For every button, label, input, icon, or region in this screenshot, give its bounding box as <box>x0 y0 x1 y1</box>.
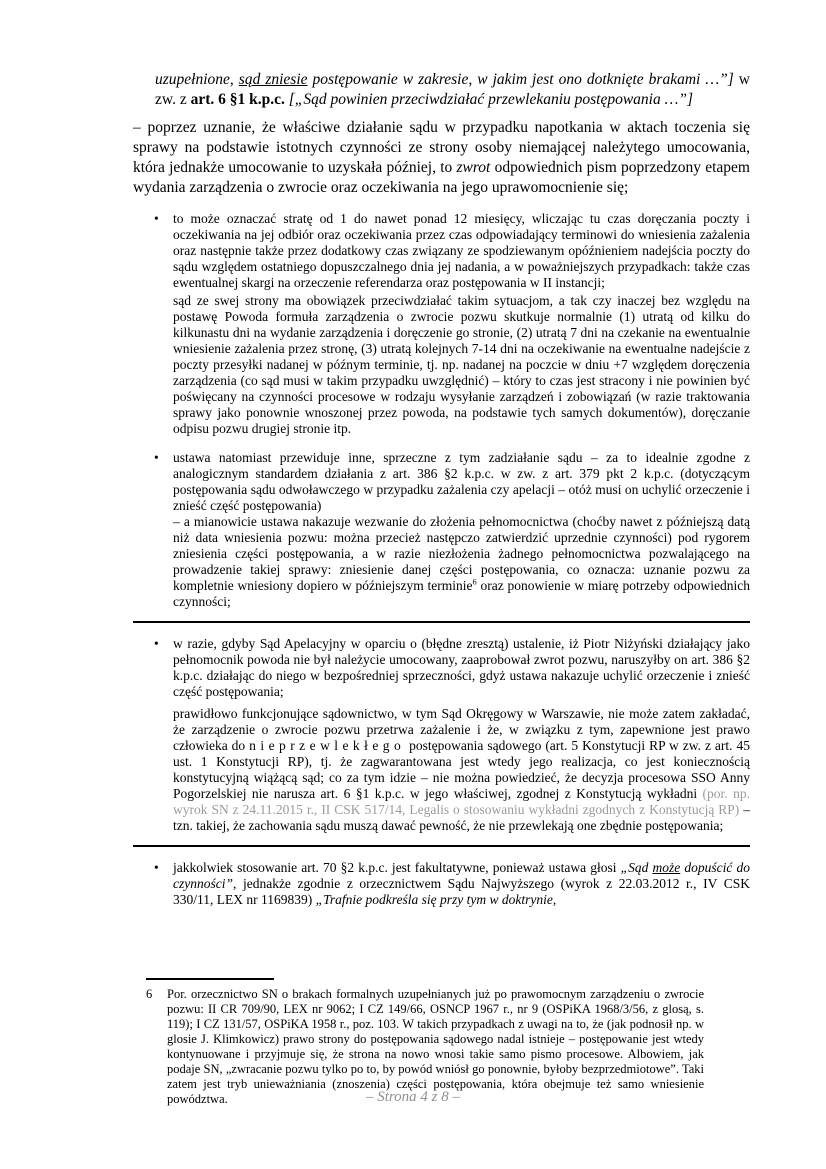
bullet-paragraph: – a mianowicie ustawa nakazuje wezwanie do złożenia pełnomocnictwa (choćby nawet z późniejszą datą niż data wniesienia pozwu: można przecież następczo zatwierdzić uprzednie czynności) pod rygorem zniesienia części postępowania, a w razie niezłożenia żadnego pełnomocnictwa pozwalającego na prowadzenie takiej sprawy: zniesienie danej części postępowania, co oznacza: uznanie pozwu za kompletnie wniesiony dopiero w późniejszym terminie$^6$ oraz ponowienie w miarę potrzeby odpowiednich czynności; <box>173 514 750 609</box>
bullet-marker: • <box>154 636 159 651</box>
bullet-marker: • <box>154 860 159 875</box>
page-number: – Strona 4 z 8 – <box>365 1089 461 1105</box>
section-divider-bottom <box>133 845 750 847</box>
bullet-item-statute <box>133 450 750 610</box>
bullet-paragraph: prawidłowo funkcjonujące sądownictwo, w tym Sąd Okręgowy w Warszawie, nie może zatem zakładać, że zarządzenie o zwrocie pozwu przetrwa zażalenie i że, w związku z tym, zapewnione jest prawo człowieka do nieprzewlekłego postępowania sądowego (art. 5 Konstytucji RP w zw. z art. 45 ust. 1 Konstytucji RP), tj. że zagwarantowana jest wtedy jego realizacja, co jest koniecznością konstytucyjną wiążącą sąd; co za tym idzie – nie można powiedzieć, że decyzja procesowa SSO Anny Pogorzelskiej nie narusza art. 6 §1 k.p.c. w jego właściwej, zgodnej z Konstytucją wykładni (por. np. wyrok SN z 24.11.2015 r., II CSK 517/14, Legalis o stosowaniu wykładni zgodnych z Konstytucją RP) – tzn. takiej, że zachowania sądu muszą dawać pewność, że nie przewlekają one zbędnie postępowania; <box>173 706 751 833</box>
bullet-item-art70 <box>133 860 750 908</box>
bullet-list <box>133 211 750 908</box>
bullet-item-delay <box>133 211 750 437</box>
bullet-marker: • <box>154 211 159 226</box>
footnote-area <box>73 978 765 1107</box>
bullet-paragraph: jakkolwiek stosowanie art. 70 §2 k.p.c. jest fakultatywne, ponieważ ustawa głosi „Sąd może dopuścić do czynności”, jednakże zgodnie z orzecznictwem Sądu Najwyższego (wyrok z 22.03.2012 r., IV CSK 330/11, LEX nr 1169839) „Trafnie podkreśla się przy tym w doktrynie, <box>173 860 750 907</box>
dash-paragraph: – poprzez uznanie, że właściwe działanie sądu w przypadku napotkania w aktach toczenia się sprawy na podstawie istotnych czynności ze strony osoby niemającej należytego umocowania, która jednakże umocowanie to uzyskała później, to zwrot odpowiednich pism poprzedzony etapem wydania zarządzenia o zwrocie oraz oczekiwania na jego uprawomocnienie się; <box>133 119 750 196</box>
footnote-number: 6 <box>146 987 153 1001</box>
bullet-body <box>173 860 750 908</box>
bullet-item-appeal-court <box>133 636 750 834</box>
footnote-text: Por. orzecznictwo SN o brakach formalnych uzupełnianych już po prawomocnym zarządzeniu o zwrocie pozwu: II CR 709/90, LEX nr 9062; I CZ 149/66, OSNCP 1967 r., nr 9 (OSPiKA 1968/3/56, z glosą, s. 119); I CZ 131/57, OSPiKA 1958 r., poz. 103. W takich przypadkach z uwagi na to, że (jak podnosił np. w glosie J. Klimkowicz) prawo strony do postępowania sądowego nadal istnieje – postępowanie jest wtedy kontynuowane i przyjmuje się, że strona na nowo wnosi takie samo pismo procesowe. Albowiem, jak podaje SN, „zwracanie pozwu tylko po to, by powód wniósł go ponownie, byłoby bezprzedmiotowe”. Taki zatem jest tryb unieważniania (znoszenia) części postępowania, która obejmuje też samo wniesienie powództwa. <box>167 987 704 1106</box>
bullet-paragraph: sąd ze swej strony ma obowiązek przeciwdziałać takim sytuacjom, a tak czy inaczej bez względu na postawę Powoda formuła zarządzenia o zwrocie pozwu skutkuje normalnie (1) utratą od kilku do kilkunastu dni na wydanie zarządzenia i doręczenie go stronie, (2) utratą 7 dni na czekanie na ewentualnie wniesienie zażalenia przez stronę, (3) utratą kolejnych 7-14 dni na oczekiwanie na ewentualne nadejście z poczty przesyłki nadanej w późnym terminie, tj. np. nadanej na poczcie w dniu +7 względem doręczenia zarządzenia (co sąd musi w takim przypadku uwzględnić) – który to czas jest stracony i nie powinien być poświęcany na czynności procesowe w rodzaju wysyłanie zarządzeń i zobowiązań (w razie traktowania sprawy jako ponownie wnoszonej przez powoda, na podstawie tych samych dokumentów), doręczanie odpisu pozwu drugiej stronie itp. <box>173 293 750 436</box>
page-content <box>133 70 750 908</box>
bullet-paragraph: ustawa natomiast przewiduje inne, sprzeczne z tym zadziałanie sądu – za to idealnie zgodne z analogicznym standardem działania z art. 386 §2 k.p.c. w zw. z art. 379 pkt 2 k.p.c. (dotyczącym postępowania sądu odwoławczego w przypadku zażalenia czy apelacji – otóż musi on uchylić orzeczenie i znieść część postępowania) <box>173 450 750 513</box>
bullet-marker: • <box>154 450 159 465</box>
bullet-body <box>173 211 750 437</box>
bullet-paragraph: to może oznaczać stratę od 1 do nawet ponad 12 miesięcy, wliczając tu czas doręczania poczty i oczekiwania na jej odbiór oraz oczekiwania przez czas odpowiadający terminowi do wniesienia zażalenia oraz następnie także przez dodatkowy czas związany ze spodziewanym opóźnieniem nadejścia poczty do sądu względem ostatniego dopuszczalnego dnia jej nadania, a w poważniejszych przypadkach: także czas ewentualnej skargi na orzeczenie referendarza oraz postępowania w II instancji; <box>173 211 750 290</box>
quote-continuation-paragraph: uzupełnione, sąd zniesie postępowanie w zakresie, w jakim jest ono dotknięte brakami …”] w zw. z art. 6 §1 k.p.c. [„Sąd powinien przeciwdziałać przewlekaniu postępowania …”] <box>155 71 751 108</box>
bullet-body <box>173 636 750 834</box>
section-divider-top <box>133 621 750 623</box>
bullet-paragraph: w razie, gdyby Sąd Apelacyjny w oparciu o (błędne zresztą) ustalenie, iż Piotr Niżyński działający jako pełnomocnik powoda nie był należycie umocowany, zaaprobował zwrot pozwu, naruszyłby on art. 386 §2 k.p.c. działając do niego w bezpośredniej sprzeczności, gdyż ustawa nakazuje uchylić orzeczenie i znieść część postępowania; <box>173 636 750 699</box>
footnote-separator <box>146 978 274 980</box>
bullet-body <box>173 450 750 610</box>
